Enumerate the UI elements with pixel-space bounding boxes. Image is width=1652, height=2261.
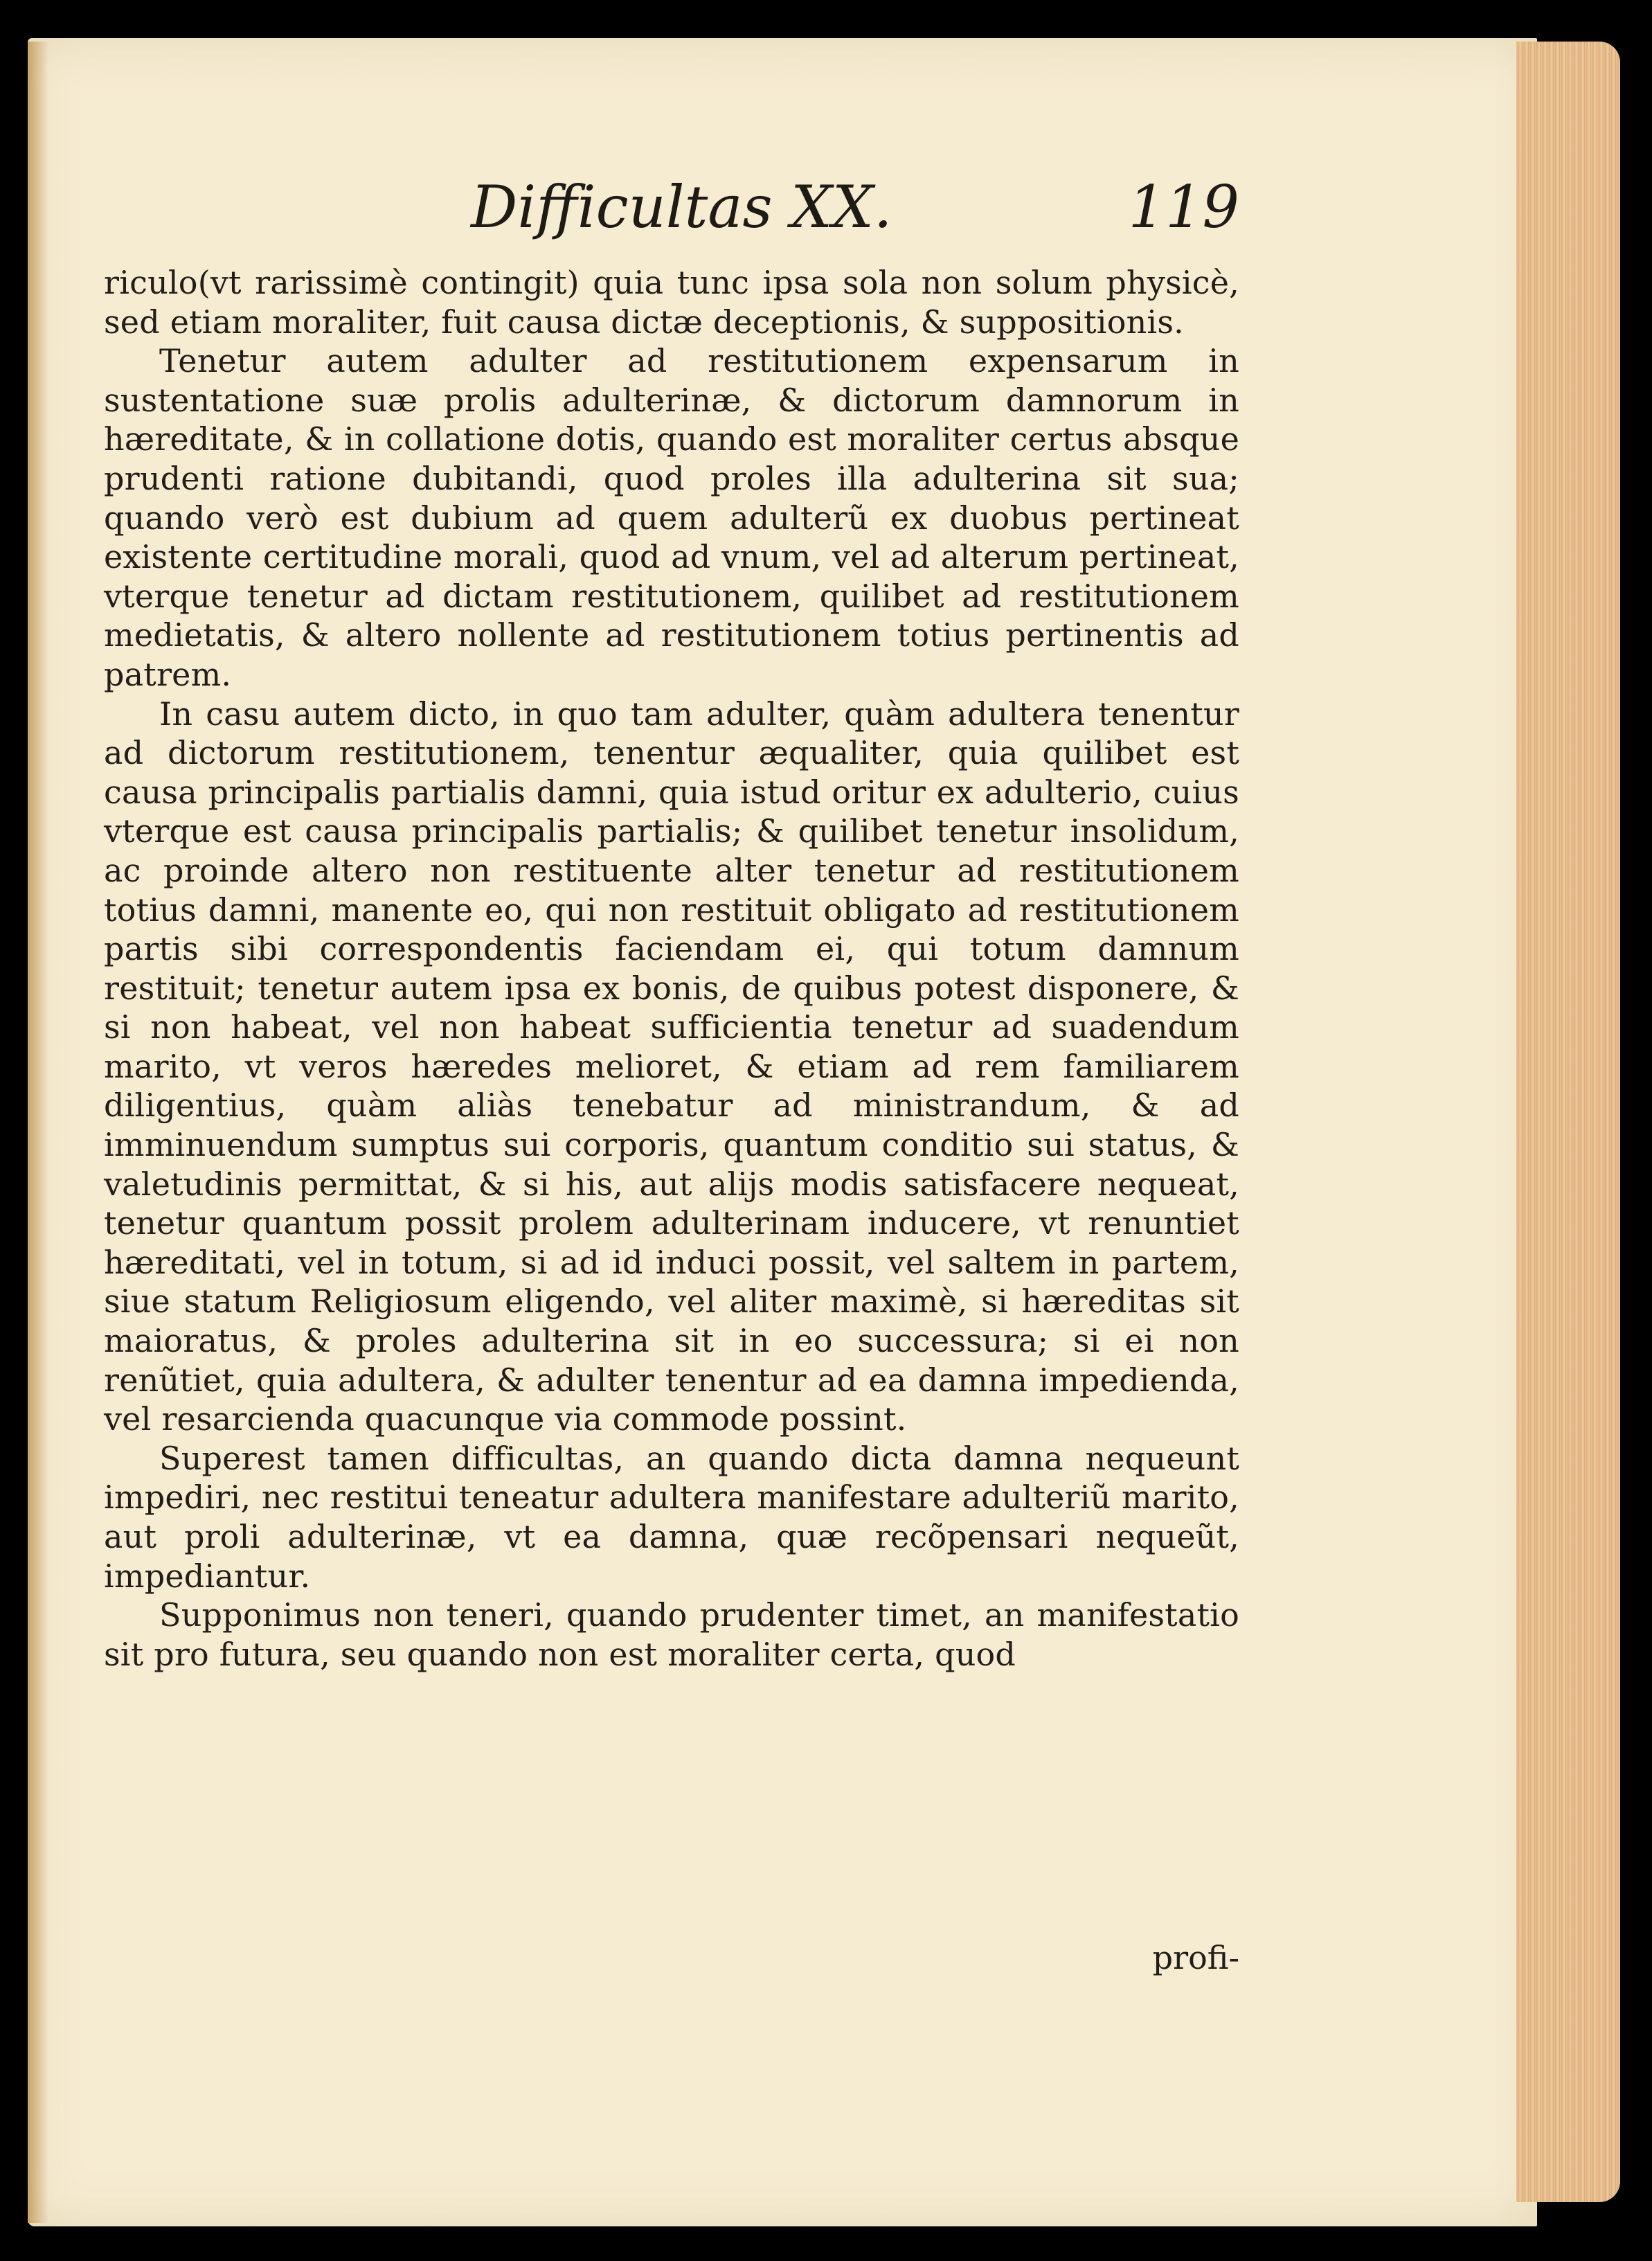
page-header xyxy=(104,173,1239,249)
body-text xyxy=(104,263,1239,1674)
paragraph: Supponimus non teneri, quando prudenter timet, an manifestatio sit pro futura, seu quando non est moraliter certa, quod xyxy=(104,1596,1239,1673)
catchword: profi- xyxy=(1152,1939,1239,1976)
running-title: Difficultas XX. xyxy=(471,173,892,241)
page-fore-edge xyxy=(1516,42,1620,2202)
page-number: 119 xyxy=(1128,173,1239,241)
paragraph-continuation: riculo(vt rarissimè contingit) quia tunc ipsa sola non solum physicè, sed etiam moraliter, fuit causa dictæ deceptionis, & suppositionis. xyxy=(104,264,1239,341)
paragraph: In casu autem dicto, in quo tam adulter, quàm adultera tenentur ad dictorum restitutionem, tenentur æqualiter, quia quilibet est causa principalis partialis damni, quia istud oritur ex adulterio, cuius vterque est causa principalis partialis; & quilibet tenetur insolidum, ac proinde altero non restituente alter tenetur ad restitutionem totius damni, manente eo, qui non restituit obligato ad restitutionem partis sibi correspondentis faciendam ei, qui totum damnum restituit; tenetur autem ipsa ex bonis, de quibus potest disponere, & si non habeat, vel non habeat sufficientia tenetur ad suadendum marito, vt veros hæredes melioret, & etiam ad rem familiarem diligentius, quàm aliàs tenebatur ad ministrandum, & ad imminuendum sumptus sui corporis, quantum conditio sui status, & valetudinis permittat, & si his, aut alijs modis satisfacere nequeat, tenetur quantum possit prolem adulterinam inducere, vt renuntiet hæreditati, vel in totum, si ad id induci possit, vel saltem in partem, siue statum Religiosum eligendo, vel aliter maximè, si hæreditas sit maioratus, & proles adulterina sit in eo successura; si ei non renũtiet, quia adultera, & adulter tenentur ad ea damna impedienda, vel resarcienda quacunque via commode possint. xyxy=(104,695,1239,1438)
page-gutter-shadow xyxy=(28,42,48,2223)
paragraph: Tenetur autem adulter ad restitutionem expensarum in sustentatione suæ prolis adulterinæ, & dictorum damnorum in hæreditate, & in collatione dotis, quando est moraliter certus absque prudenti ratione dubitandi, quod proles illa adulterina sit sua; quando verò est dubium ad quem adulterũ ex duobus pertineat existente certitudine morali, quod ad vnum, vel ad alterum pertineat, vterque tenetur ad dictam restitutionem, quilibet ad restitutionem medietatis, & altero nollente ad restitutionem totius pertinentis ad patrem. xyxy=(104,342,1239,693)
paragraph: Superest tamen difficultas, an quando dicta damna nequeunt impediri, nec restitui teneatur adultera manifestare adulteriũ marito, aut proli adulterinæ, vt ea damna, quæ recõpensari nequeũt, impediantur. xyxy=(104,1439,1239,1595)
